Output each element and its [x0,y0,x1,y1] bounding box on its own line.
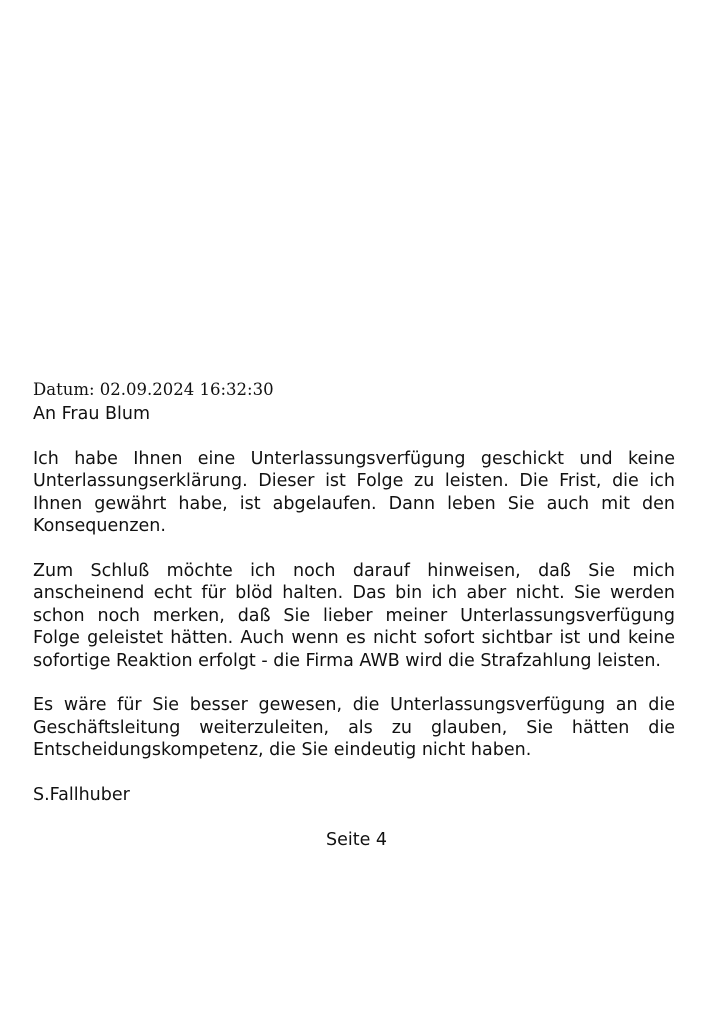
letter-date: Datum: 02.09.2024 16:32:30 [33,380,274,399]
letter-greeting: An Frau Blum [33,404,150,424]
letter-paragraph-2: Zum Schluß möchte ich noch darauf hinweisen, daß Sie mich anscheinend echt für blöd halten. Das bin ich aber nicht. Sie werden schon noch merken, daß Sie lieber meiner Unterlassungsverfügung Folge geleistet hätten. Auch wenn es nicht sofort sichtbar ist und keine sofortige Reaktion erfolgt - die Firma AWB wird die Strafzahlung leisten. [33,560,675,671]
letter-signature: S.Fallhuber [33,784,130,805]
page-number: Seite 4 [325,830,388,850]
letter-body [33,380,675,806]
letter-paragraph-3: Es wäre für Sie besser gewesen, die Unterlassungsverfügung an die Geschäftsleitung weiterzuleiten, als zu glauben, Sie hätten die Entscheidungskompetenz, die Sie eindeutig nicht haben. [33,695,675,760]
letter-paragraph-1: Ich habe Ihnen eine Unterlassungsverfügung geschickt und keine Unterlassungserklärung. Dieser ist Folge zu leisten. Die Frist, die ich Ihnen gewährt habe, ist abgelaufen. Dann leben Sie auch mit den Konsequenzen. [33,448,675,536]
